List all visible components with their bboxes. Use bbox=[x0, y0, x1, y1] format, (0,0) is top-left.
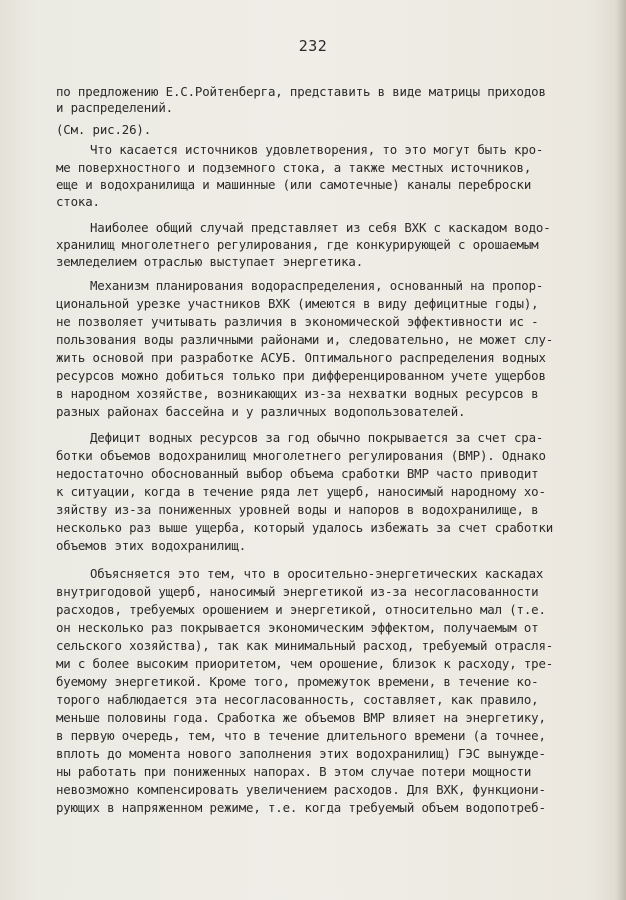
text-line: невозможно компенсировать увеличением расходов. Для ВХК, функциони- bbox=[56, 782, 546, 797]
text-line: еще и водохранилища и машинные (или самотечные) каналы переброски bbox=[56, 177, 532, 192]
text-line: жить основой при разработке АСУБ. Оптимального распределения водных bbox=[56, 350, 546, 365]
text-line: в первую очередь, тем, что в течение длительного времени (а точнее, bbox=[56, 728, 546, 743]
text-line: пользования воды различными районами и, следовательно, не может слу- bbox=[56, 332, 554, 347]
text-line: расходов, требуемых орошением и энергетикой, относительно мал (т.е. bbox=[56, 602, 546, 617]
text-line: (См. рис.26). bbox=[56, 122, 152, 137]
text-line: не позволяет учитывать различия в экономической эффективности ис - bbox=[56, 314, 539, 329]
text-line: Механизм планирования водораспределения, основанный на пропор- bbox=[90, 278, 544, 293]
page-number: 232 bbox=[298, 37, 328, 55]
text-line: меньше половины года. Сработка же объемов ВМР влияет на энергетику, bbox=[56, 710, 546, 725]
text-line: сельского хозяйства), так как минимальный расход, требуемый отрасля- bbox=[56, 638, 554, 653]
text-line: к ситуации, когда в течение ряда лет ущерб, наносимый народному хо- bbox=[56, 484, 546, 499]
text-line: хранилищ многолетнего регулирования, где конкурирующей с орошаемым bbox=[56, 237, 539, 252]
text-line: зяйству из-за пониженных уровней воды и напоров в водохранилище, в bbox=[56, 502, 539, 517]
text-line: ботки объемов водохранилищ многолетнего регулирования (ВМР). Однако bbox=[56, 448, 546, 463]
text-line: торого наблюдается эта несогласованность, составляет, как правило, bbox=[56, 692, 539, 707]
text-line: стока. bbox=[56, 194, 100, 209]
text-line: в народном хозяйстве, возникающих из-за нехватки водных ресурсов в bbox=[56, 386, 539, 401]
text-line: несколько раз выше ущерба, который удалось избежать за счет сработки bbox=[56, 520, 554, 535]
text-line: Дефицит водных ресурсов за год обычно покрывается за счет сра- bbox=[90, 430, 544, 445]
text-line: вплоть до момента нового заполнения этих водохранилищ) ГЭС вынужде- bbox=[56, 746, 546, 761]
text-line: буемому энергетикой. Кроме того, промежуток времени, в течение ко- bbox=[56, 674, 539, 689]
text-line: внутригодовой ущерб, наносимый энергетикой из-за несогласованности bbox=[56, 584, 539, 599]
text-line: Объясняется это тем, что в оросительно-энергетических каскадах bbox=[90, 566, 544, 581]
text-line: рующих в напряженном режиме, т.е. когда требуемый объем водопотреб- bbox=[56, 800, 546, 815]
text-line: ме поверхностного и подземного стока, а также местных источников, bbox=[56, 160, 532, 175]
text-line: циональной урезке участников ВХК (имеются в виду дефицитные годы), bbox=[56, 296, 539, 311]
text-line: объемов этих водохранилищ. bbox=[56, 538, 247, 553]
text-line: Наиболее общий случай представляет из себя ВХК с каскадом водо- bbox=[90, 220, 551, 235]
text-line: недостаточно обоснованный выбор объема сработки ВМР часто приводит bbox=[56, 466, 539, 481]
text-line: разных районах бассейна и у различных водопользователей. bbox=[56, 404, 466, 419]
text-line: ресурсов можно добиться только при дифференцированном учете ущербов bbox=[56, 368, 546, 383]
text-line: земледелием отраслью выступает энергетика. bbox=[56, 254, 364, 269]
text-line: Что касается источников удовлетворения, то это могут быть кро- bbox=[90, 142, 544, 157]
text-line: ми с более высоким приоритетом, чем орошение, близок к расходу, тре- bbox=[56, 656, 554, 671]
text-line: ны работать при пониженных напорах. В этом случае потери мощности bbox=[56, 764, 532, 779]
text-line: по предложению Е.С.Ройтенберга, представить в виде матрицы приходов bbox=[56, 84, 546, 99]
text-line: он несколько раз покрывается экономическим эффектом, получаемым от bbox=[56, 620, 539, 635]
text-line: и распределений. bbox=[56, 100, 173, 115]
